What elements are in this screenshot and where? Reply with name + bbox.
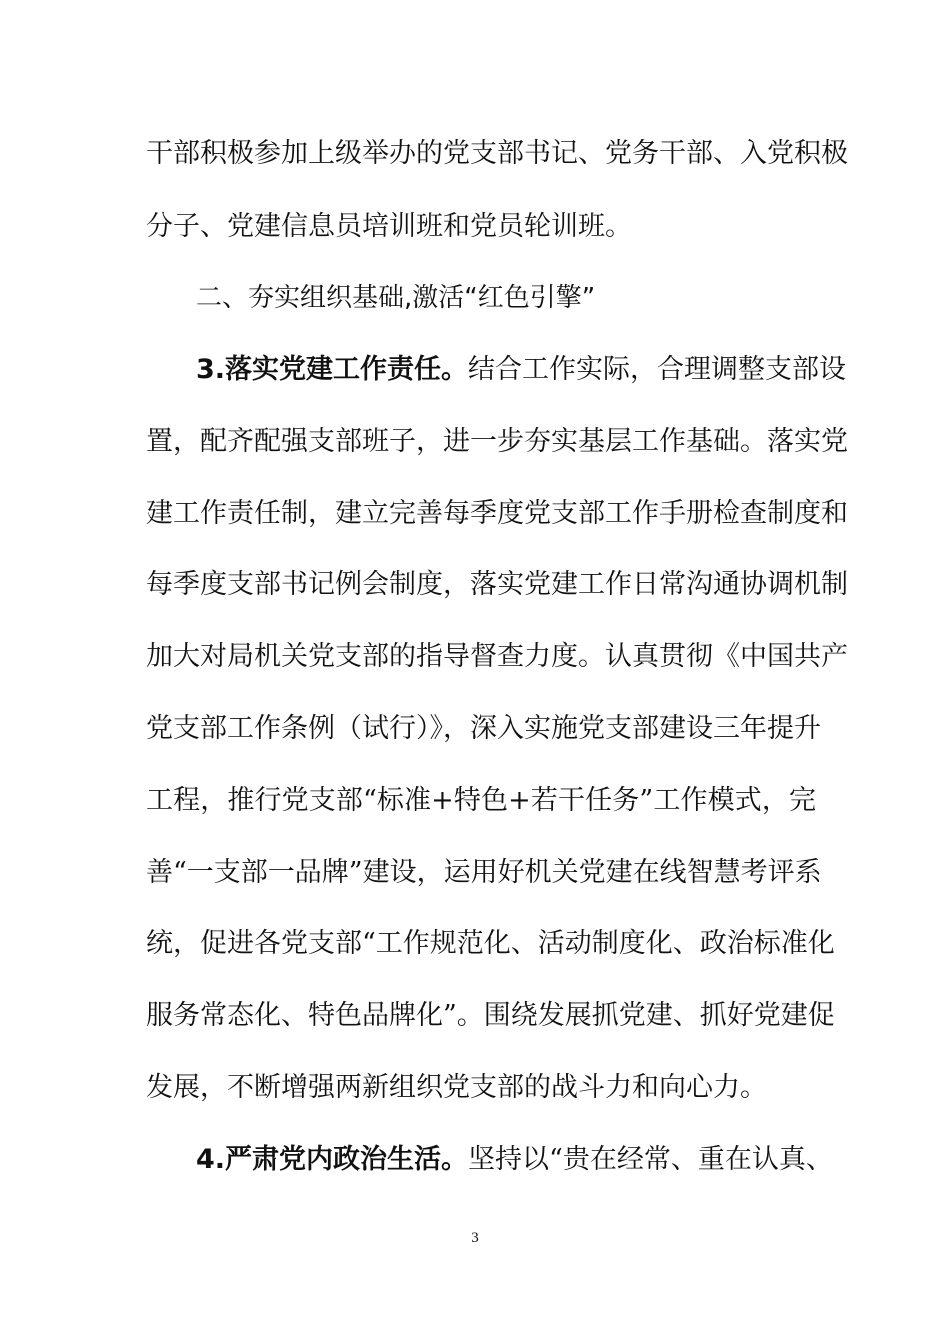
item-3-text: 结合工作实际，合理调整支部设 — [468, 354, 847, 385]
body-line: 建工作责任制，建立完善每季度党支部工作手册检查制度和 — [146, 498, 848, 529]
paragraph-first-line — [196, 353, 866, 387]
body-line: 干部积极参加上级举办的党支部书记、党务干部、入党积极 — [146, 138, 848, 169]
body-line: 统，促进各党支部“工作规范化、活动制度化、政治标准化 — [146, 928, 835, 959]
body-line: 置，配齐配强支部班子，进一步夯实基层工作基础。落实党 — [146, 426, 848, 457]
section-heading: 二、夯实组织基础,激活“红色引擎” — [196, 283, 596, 313]
body-line: 每季度支部书记例会制度，落实党建工作日常沟通协调机制 — [146, 569, 848, 600]
body-line: 加大对局机关党支部的指导督查力度。认真贯彻《中国共产 — [146, 641, 848, 672]
body-line: 工程，推行党支部“标准+特色+若干任务”工作模式，完 — [146, 785, 816, 816]
item-4-text: 坚持以“贵在经常、重在认真、 — [468, 1144, 833, 1175]
body-line: 发展，不断增强两新组织党支部的战斗力和向心力。 — [146, 1072, 767, 1103]
paragraph-first-line — [196, 1143, 866, 1177]
item-4-title: 4.严肃党内政治生活。 — [196, 1144, 469, 1175]
body-line: 分子、党建信息员培训班和党员轮训班。 — [146, 211, 632, 242]
body-line: 服务常态化、特色品牌化”。围绕发展抓党建、抓好党建促 — [146, 1000, 835, 1031]
body-line: 党支部工作条例（试行）》，深入实施党支部建设三年提升 — [146, 713, 821, 744]
page-number: 3 — [471, 1230, 479, 1246]
body-line: 善“一支部一品牌”建设，运用好机关党建在线智慧考评系 — [146, 857, 822, 888]
item-3-title: 3.落实党建工作责任。 — [196, 354, 469, 385]
